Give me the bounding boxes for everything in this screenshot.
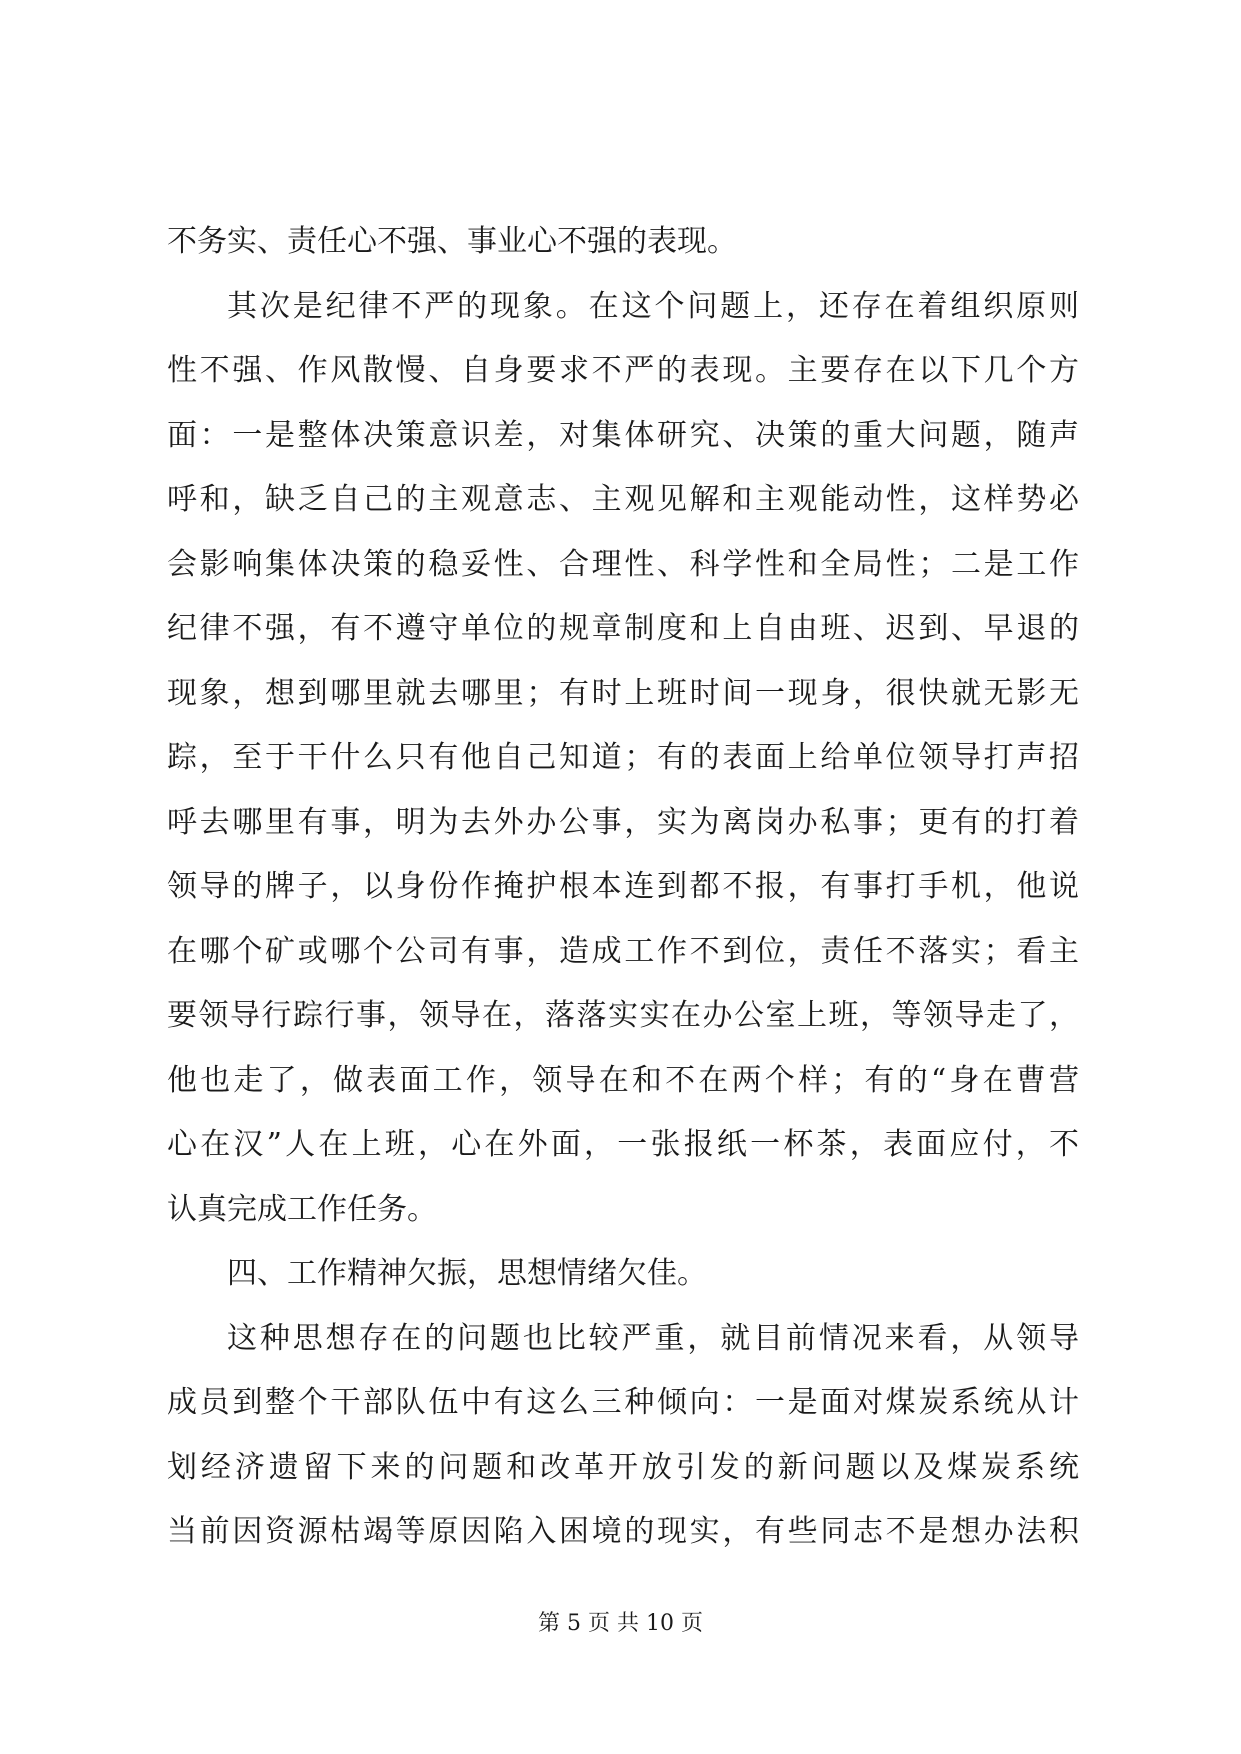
page-footer: 第 5 页 共 10 页 <box>538 1611 703 1636</box>
text-line: 领导的牌子，以身份作掩护根本连到都不报，有事打手机，他说 <box>167 869 1079 904</box>
text-line: 会影响集体决策的稳妥性、合理性、科学性和全局性；二是工作 <box>167 546 1079 582</box>
text-line: 其次是纪律不严的现象。在这个问题上，还存在着组织原则 <box>227 288 1079 324</box>
text-line: 这种思想存在的问题也比较严重，就目前情况来看，从领导 <box>227 1320 1079 1356</box>
text-line: 现象，想到哪里就去哪里；有时上班时间一现身，很快就无影无 <box>167 675 1079 711</box>
document-body <box>167 210 1079 1565</box>
text-line: 他也走了，做表面工作，领导在和不在两个样；有的“身在曹营 <box>167 1062 1079 1098</box>
text-line: 性不强、作风散慢、自身要求不严的表现。主要存在以下几个方 <box>167 353 1079 388</box>
text-line: 划经济遗留下来的问题和改革开放引发的新问题以及煤炭系统 <box>167 1449 1079 1485</box>
text-line: 认真完成工作任务。 <box>167 1191 437 1227</box>
text-line: 成员到整个干部队伍中有这么三种倾向：一是面对煤炭系统从计 <box>167 1385 1079 1420</box>
text-line: 呼和，缺乏自己的主观意志、主观见解和主观能动性，这样势必 <box>167 482 1079 517</box>
text-line: 四、工作精神欠振，思想情绪欠佳。 <box>227 1256 707 1291</box>
text-line: 心在汉”人在上班，心在外面，一张报纸一杯茶，表面应付，不 <box>167 1127 1079 1162</box>
text-line: 当前因资源枯竭等原因陷入困境的现实，有些同志不是想办法积 <box>167 1514 1079 1549</box>
text-line: 在哪个矿或哪个公司有事，造成工作不到位，责任不落实；看主 <box>167 933 1079 969</box>
text-line: 不务实、责任心不强、事业心不强的表现。 <box>167 224 737 259</box>
text-line: 呼去哪里有事，明为去外办公事，实为离岗办私事；更有的打着 <box>167 804 1079 840</box>
text-line: 纪律不强，有不遵守单位的规章制度和上自由班、迟到、早退的 <box>167 611 1079 646</box>
text-line: 面：一是整体决策意识差，对集体研究、决策的重大问题，随声 <box>167 417 1079 453</box>
text-line: 踪，至于干什么只有他自己知道；有的表面上给单位领导打声招 <box>167 740 1079 775</box>
text-line: 要领导行踪行事，领导在，落落实实在办公室上班，等领导走了， <box>167 998 1079 1033</box>
